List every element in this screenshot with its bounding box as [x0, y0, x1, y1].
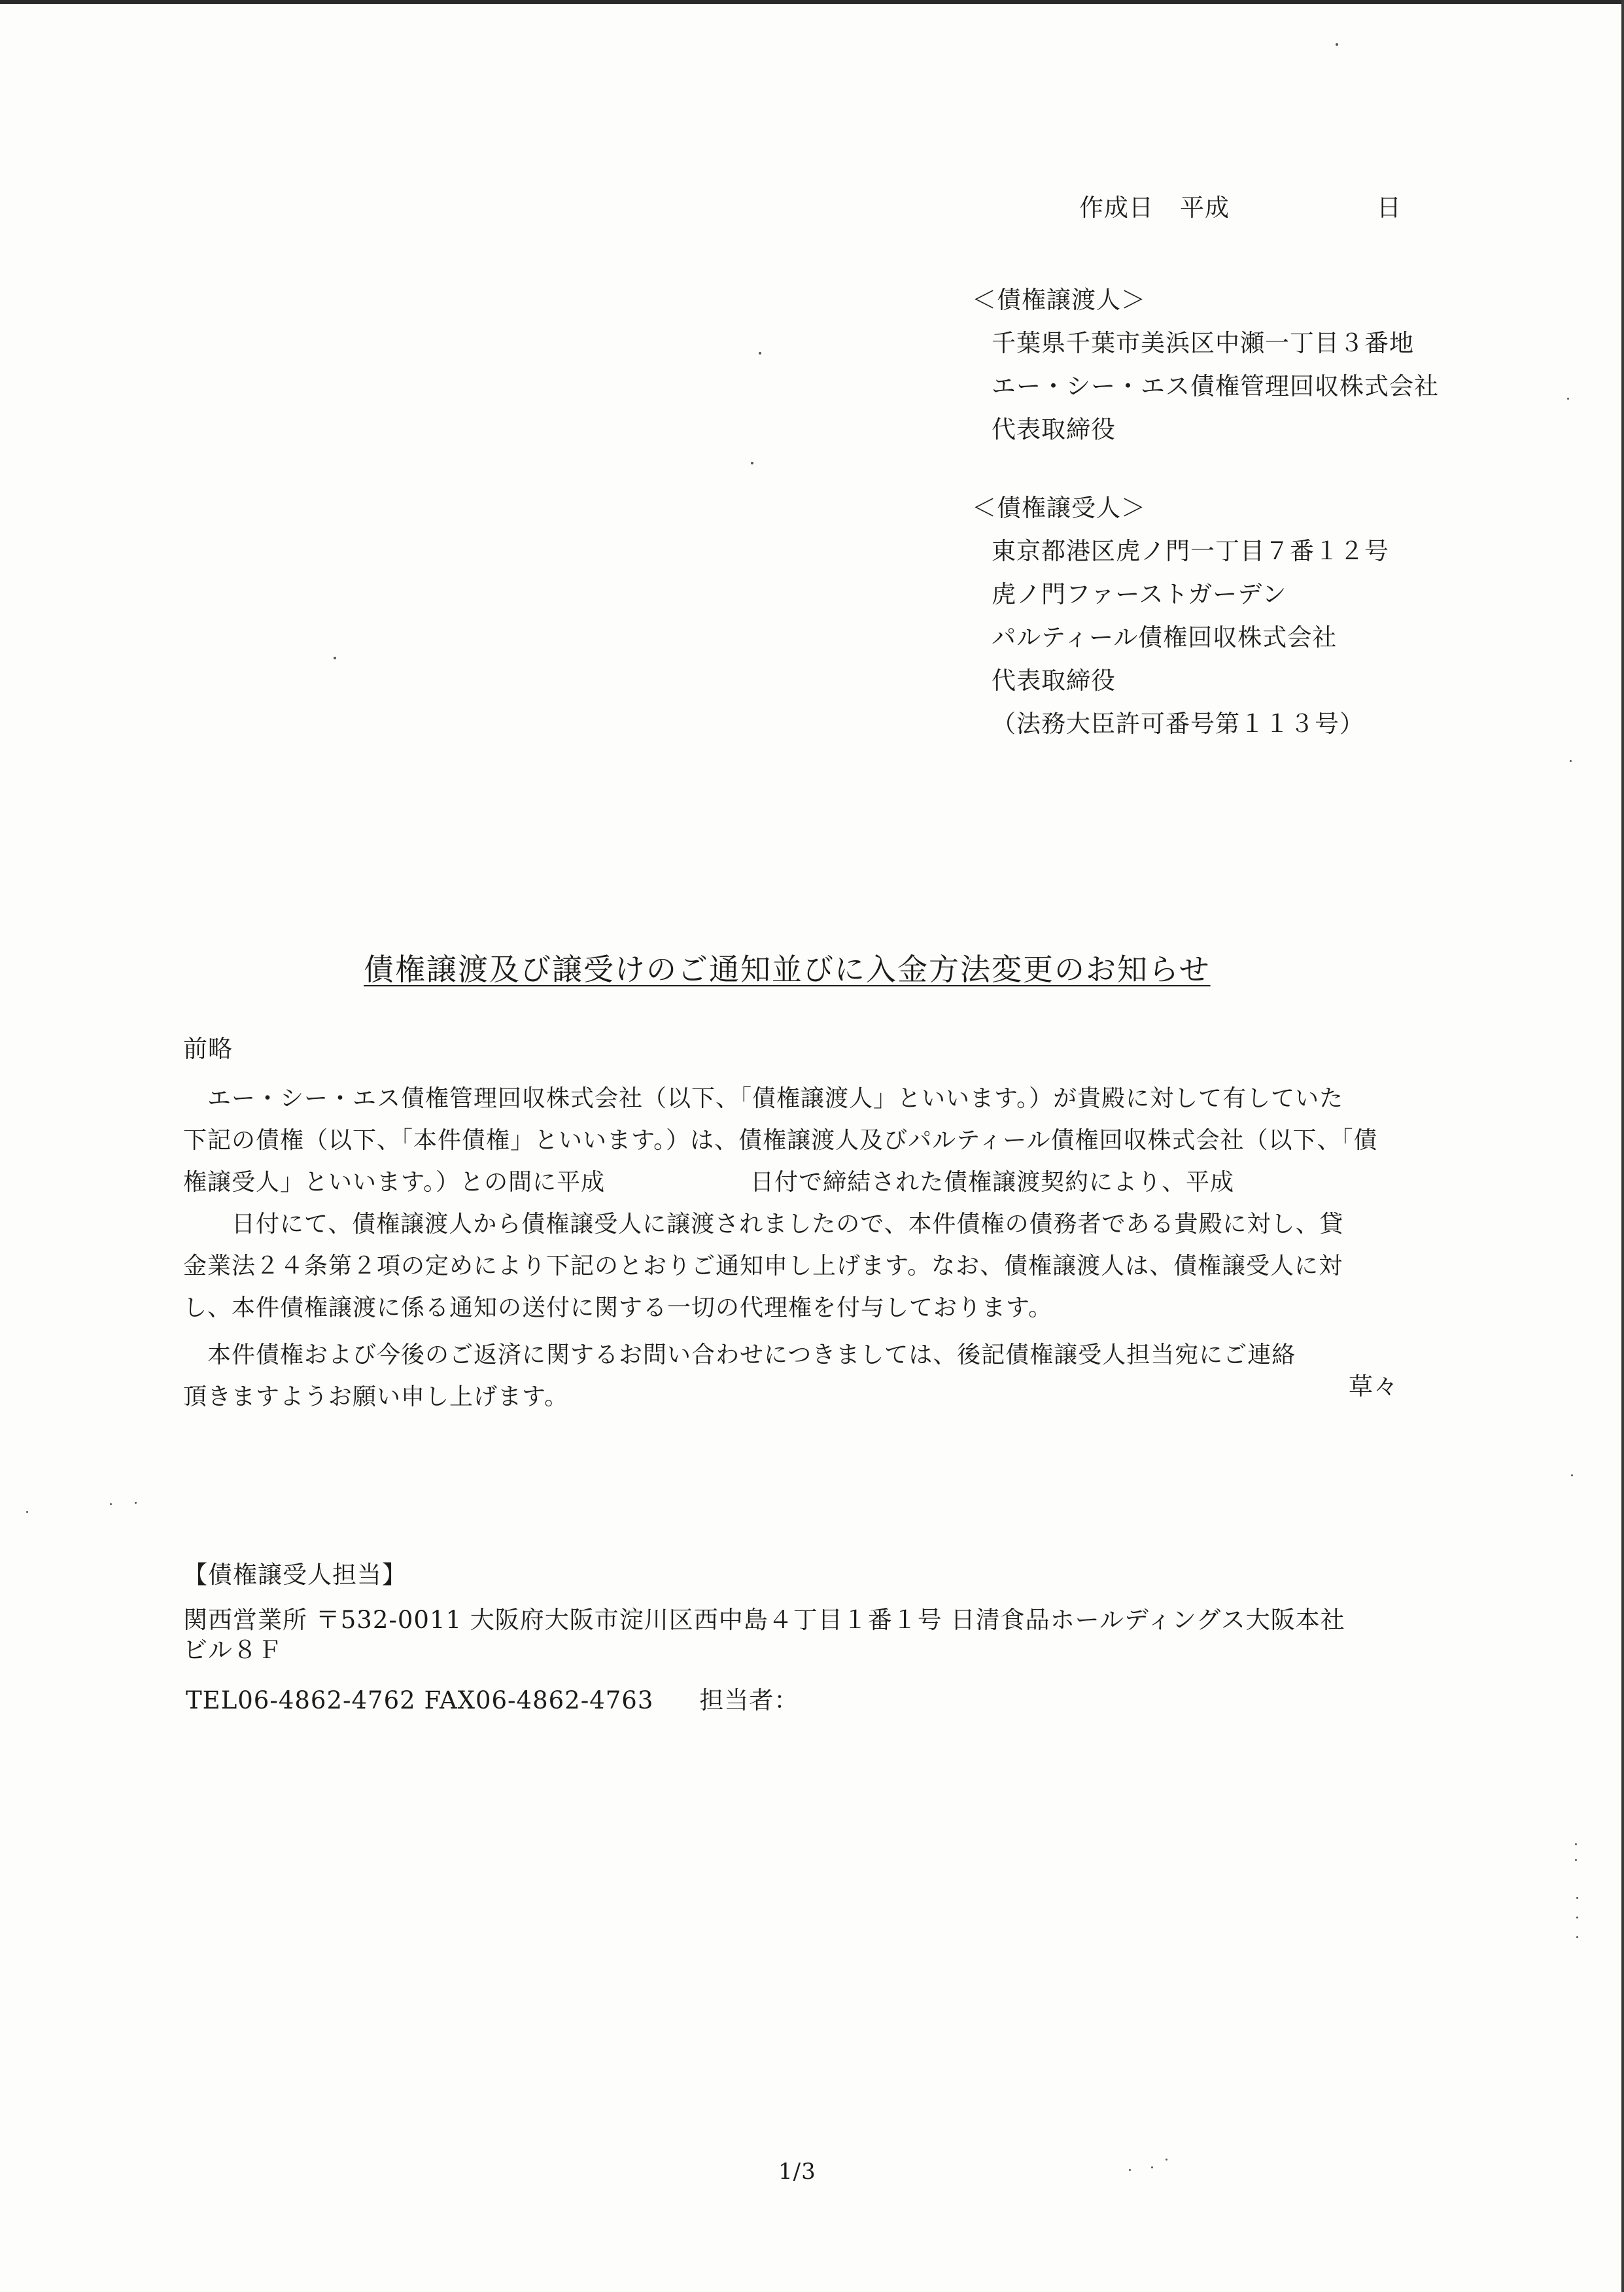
scan-speck: [1567, 398, 1569, 400]
notice-title: 債権譲渡及び譲受けのご通知並びに入金方法変更のお知らせ: [364, 952, 1211, 987]
scan-speck: [1576, 1897, 1578, 1899]
scan-speck: [334, 657, 336, 659]
assignee-address: 東京都港区虎ノ門一丁目７番１２号: [992, 537, 1389, 565]
contact-tel: TEL06-4862-4762: [186, 1686, 416, 1714]
assignee-building: 虎ノ門ファーストガーデン: [992, 580, 1287, 608]
date-label: 作成日: [1079, 194, 1154, 222]
contact-person-label: 担当者：: [699, 1686, 799, 1714]
scan-speck: [26, 1511, 28, 1513]
date-day-suffix: 日: [1377, 194, 1402, 222]
scan-speck: [1575, 1859, 1577, 1861]
paragraph-line: 頂きますようお願い申し上げます。: [183, 1383, 569, 1410]
assignee-license: （法務大臣許可番号第１１３号）: [992, 710, 1364, 738]
scan-speck: [1576, 1917, 1578, 1919]
contact-fax: FAX06-4862-4763: [424, 1686, 654, 1714]
scan-speck: [1166, 2159, 1167, 2161]
creation-date-line: [1079, 192, 1402, 224]
assignee-company: パルティール債権回収株式会社: [992, 623, 1338, 651]
assignor-block: [972, 279, 1439, 451]
scan-speck: [110, 1503, 112, 1505]
assignee-heading: ＜債権譲受人＞: [972, 494, 1146, 522]
paragraph-line: 金業法２４条第２項の定めにより下記のとおりご通知申し上げます。なお、債権譲渡人は、債権譲受人に対: [183, 1253, 1343, 1279]
notice-paragraph-1: [183, 1078, 1406, 1329]
contact-phone-line: [186, 1685, 799, 1716]
scan-speck: [135, 1502, 137, 1504]
notice-paragraph-2: [183, 1334, 1406, 1418]
paragraph-line: 下記の債権（以下、「本件債権」といいます。）は、債権譲渡人及びパルティール債権回収株式会社（以下、「債: [183, 1127, 1378, 1154]
scan-speck: [1151, 2166, 1153, 2168]
scan-speck: [1576, 1936, 1578, 1938]
scan-edge-right: [1621, 0, 1624, 2292]
assignor-title: 代表取締役: [992, 415, 1116, 443]
assignor-address: 千葉県千葉市美浜区中瀬一丁目３番地: [992, 329, 1414, 357]
assignee-block: [972, 487, 1389, 746]
scan-edge-top: [0, 0, 1624, 4]
contact-heading: 【債権譲受人担当】: [183, 1561, 407, 1589]
paragraph-line: 日付にて、債権譲渡人から債権譲受人に譲渡されましたので、本件債権の債務者である貴殿に対し、貸: [183, 1211, 1344, 1238]
paragraph-line: し、本件債権譲渡に係る通知の送付に関する一切の代理権を付与しております。: [183, 1294, 1053, 1321]
paragraph-line: 本件債権および今後のご返済に関するお問い合わせにつきましては、後記債権譲受人担当宛にご連絡: [183, 1342, 1296, 1368]
scan-speck: [751, 462, 753, 464]
assignee-title: 代表取締役: [992, 667, 1116, 695]
scan-speck: [1129, 2169, 1131, 2171]
scan-speck: [759, 352, 761, 355]
contact-office-address: 関西営業所 〒532-0011 大阪府大阪市淀川区西中島４丁目１番１号 日清食品ホールディングス大阪本社: [183, 1606, 1345, 1634]
scan-speck: [1570, 760, 1572, 762]
notice-closing: 草々: [1349, 1372, 1398, 1400]
paragraph-line: 権譲受人」といいます。）との間に平成 日付で締結された債権譲渡契約により、平成: [183, 1169, 1235, 1196]
scan-speck: [1336, 43, 1338, 46]
contact-building: ビル８Ｆ: [183, 1636, 283, 1664]
assignor-company: エー・シー・エス債権管理回収株式会社: [992, 372, 1439, 400]
scan-speck: [1571, 1474, 1573, 1476]
scan-speck: [1575, 1843, 1577, 1845]
notice-opening: 前略: [183, 1035, 233, 1063]
page-number: 1/3: [778, 2159, 816, 2185]
paragraph-line: エー・シー・エス債権管理回収株式会社（以下、「債権譲渡人」といいます。）が貴殿に対して有していた: [183, 1085, 1344, 1112]
date-era: 平成: [1180, 194, 1230, 222]
assignor-heading: ＜債権譲渡人＞: [972, 286, 1146, 314]
